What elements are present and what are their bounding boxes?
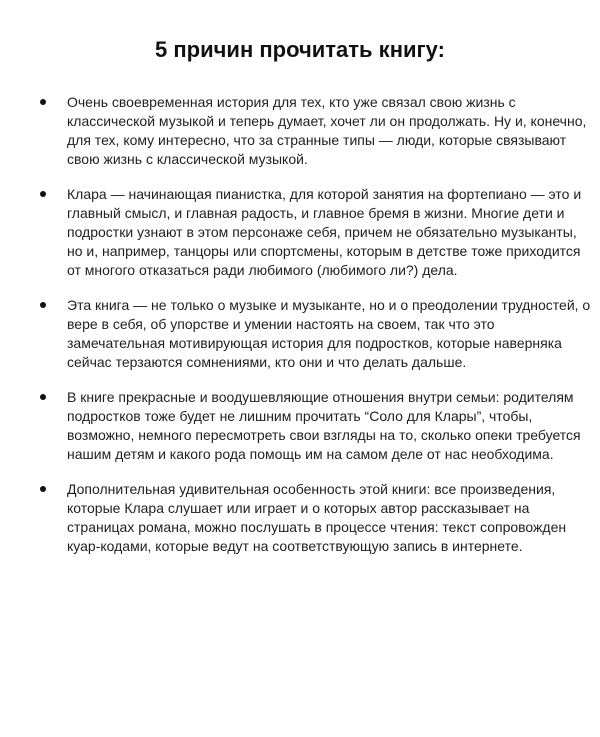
- list-item: [0, 185, 600, 280]
- list-item: [0, 388, 600, 464]
- list-item: [0, 93, 600, 169]
- reason-text: Очень своевременная история для тех, кто уже связал свою жизнь с классической музыкой и теперь думает, хочет ли он продолжать. Ну и, конечно, для тех, кому интересно, что за странные типы — люди, которые связывают свою жизнь с классической музыкой.: [67, 94, 587, 167]
- reason-text: Дополнительная удивительная особенность этой книги: все произведения, которые Клара слушает или играет и о которых автор рассказывает на страницах романа, можно послушать в процессе чтения: текст сопровожден куар-кодами, которые ведут на соответствующую запись в интернете.: [67, 481, 567, 554]
- list-item: [0, 480, 600, 556]
- bullet-icon: [40, 302, 46, 308]
- bullet-icon: [40, 394, 46, 400]
- reason-text: В книге прекрасные и воодушевляющие отношения внутри семьи: родителям подростков тоже будет не лишним прочитать “Соло для Клары”, чтобы, возможно, немного пересмотреть свои взгляды на то, сколько опеки требуется нашим детям и какого рода помощь им на самом деле от нас необходима.: [67, 389, 581, 462]
- list-item: [0, 296, 600, 372]
- bullet-icon: [40, 99, 46, 105]
- reason-text: Эта книга — не только о музыке и музыканте, но и о преодолении трудностей, о вере в себя, об упорстве и умении настоять на своем, так что это замечательная мотивирующая история для подростков, которые наверняка сейчас терзаются сомнениями, кто они и что делать дальше.: [67, 297, 591, 370]
- reasons-list: [0, 93, 600, 572]
- bullet-icon: [40, 191, 46, 197]
- reason-text: Клара — начинающая пианистка, для которой занятия на фортепиано — это и главный смысл, и главная радость, и главное бремя в жизни. Многие дети и подростки узнают в этом персонаже себя, причем не обязательно музыканты, но и, например, танцоры или спортсмены, которым в детстве тоже приходится от многого отказаться ради любимого (любимого ли?) дела.: [67, 186, 582, 278]
- page-title: 5 причин прочитать книгу:: [155, 36, 445, 62]
- bullet-icon: [40, 486, 46, 492]
